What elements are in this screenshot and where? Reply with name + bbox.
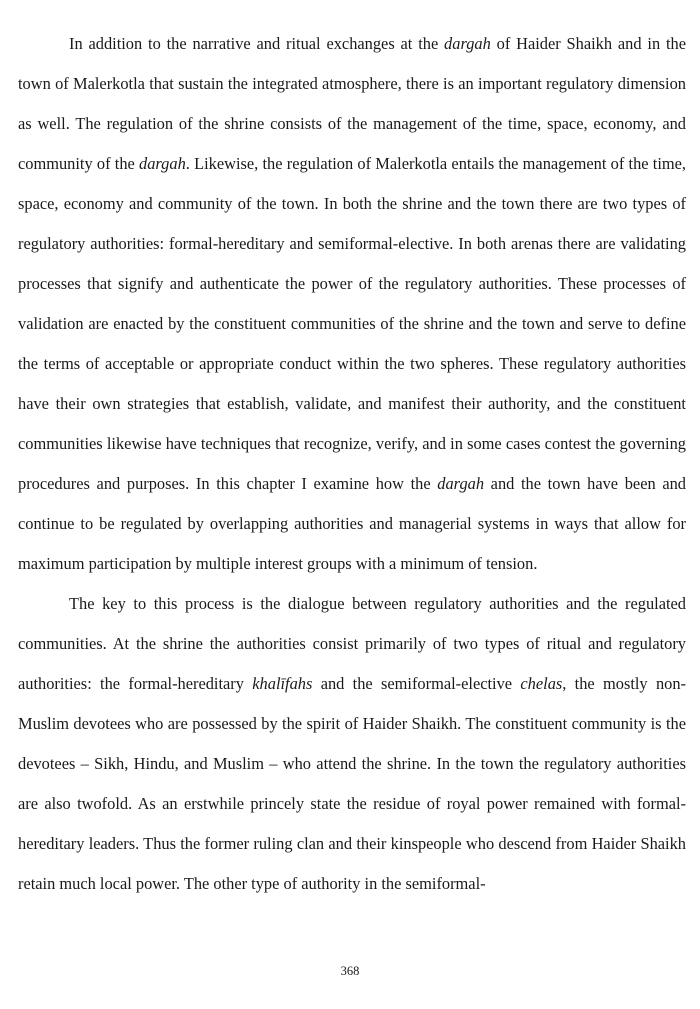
text-run: . Likewise, the regulation of Malerkotla entails the management of the time, space, economy and community of the town. In both the shrine and the town there are two types of regulatory authorities: formal-hereditary and semiformal-elective. In both arenas there are validating processes that signify and authenticate the power of the regulatory authorities. These processes of validation are enacted by the constituent communities of the shrine and the town and serve to define the terms of acceptable or appropriate conduct within the two spheres. These regulatory authorities have their own strategies that establish, validate, and manifest their authority, and the constituent communities likewise have techniques that recognize, verify, and in some cases contest the governing procedures and purposes. In this chapter I examine how the [18,154,686,493]
text-run: The key to this process is the dialogue between regulatory authorities and the regulated communities. At the shrine the authorities consist primarily of two types of ritual and regulatory authorities: the formal-hereditary [18,594,686,693]
text-run: of Haider Shaikh and in the town of Malerkotla that sustain the integrated atmosphere, there is an important regulatory dimension as well. The regulation of the shrine consists of the management of the time, space, economy, and community of the [18,34,686,173]
text-run: and the semiformal-elective [312,674,521,693]
body-text [18,24,686,904]
paragraph-1 [18,24,686,584]
italic-term: chelas [520,674,563,693]
italic-term: dargah [139,154,186,173]
paragraph-2 [18,584,686,904]
italic-term: dargah [437,474,485,493]
text-run: , the mostly non-Muslim devotees who are possessed by the spirit of Haider Shaikh. The constituent community is the devotees – Sikh, Hindu, and Muslim – who attend the shrine. In the town the regulatory authorities are also twofold. As an erstwhile princely state the residue of royal power remained with formal-hereditary leaders. Thus the former ruling clan and their kinspeople who descend from Haider Shaikh retain much local power. The other type of authority in the semiformal- [18,674,686,893]
text-run: and the town have been and continue to be regulated by overlapping authorities and managerial systems in ways that allow for maximum participation by multiple interest groups with a minimum of tension. [18,474,686,573]
page-number: 368 [340,964,360,978]
italic-term: khalīfahs [252,674,313,693]
italic-term: dargah [444,34,491,53]
text-run: In addition to the narrative and ritual exchanges at the [69,34,445,53]
